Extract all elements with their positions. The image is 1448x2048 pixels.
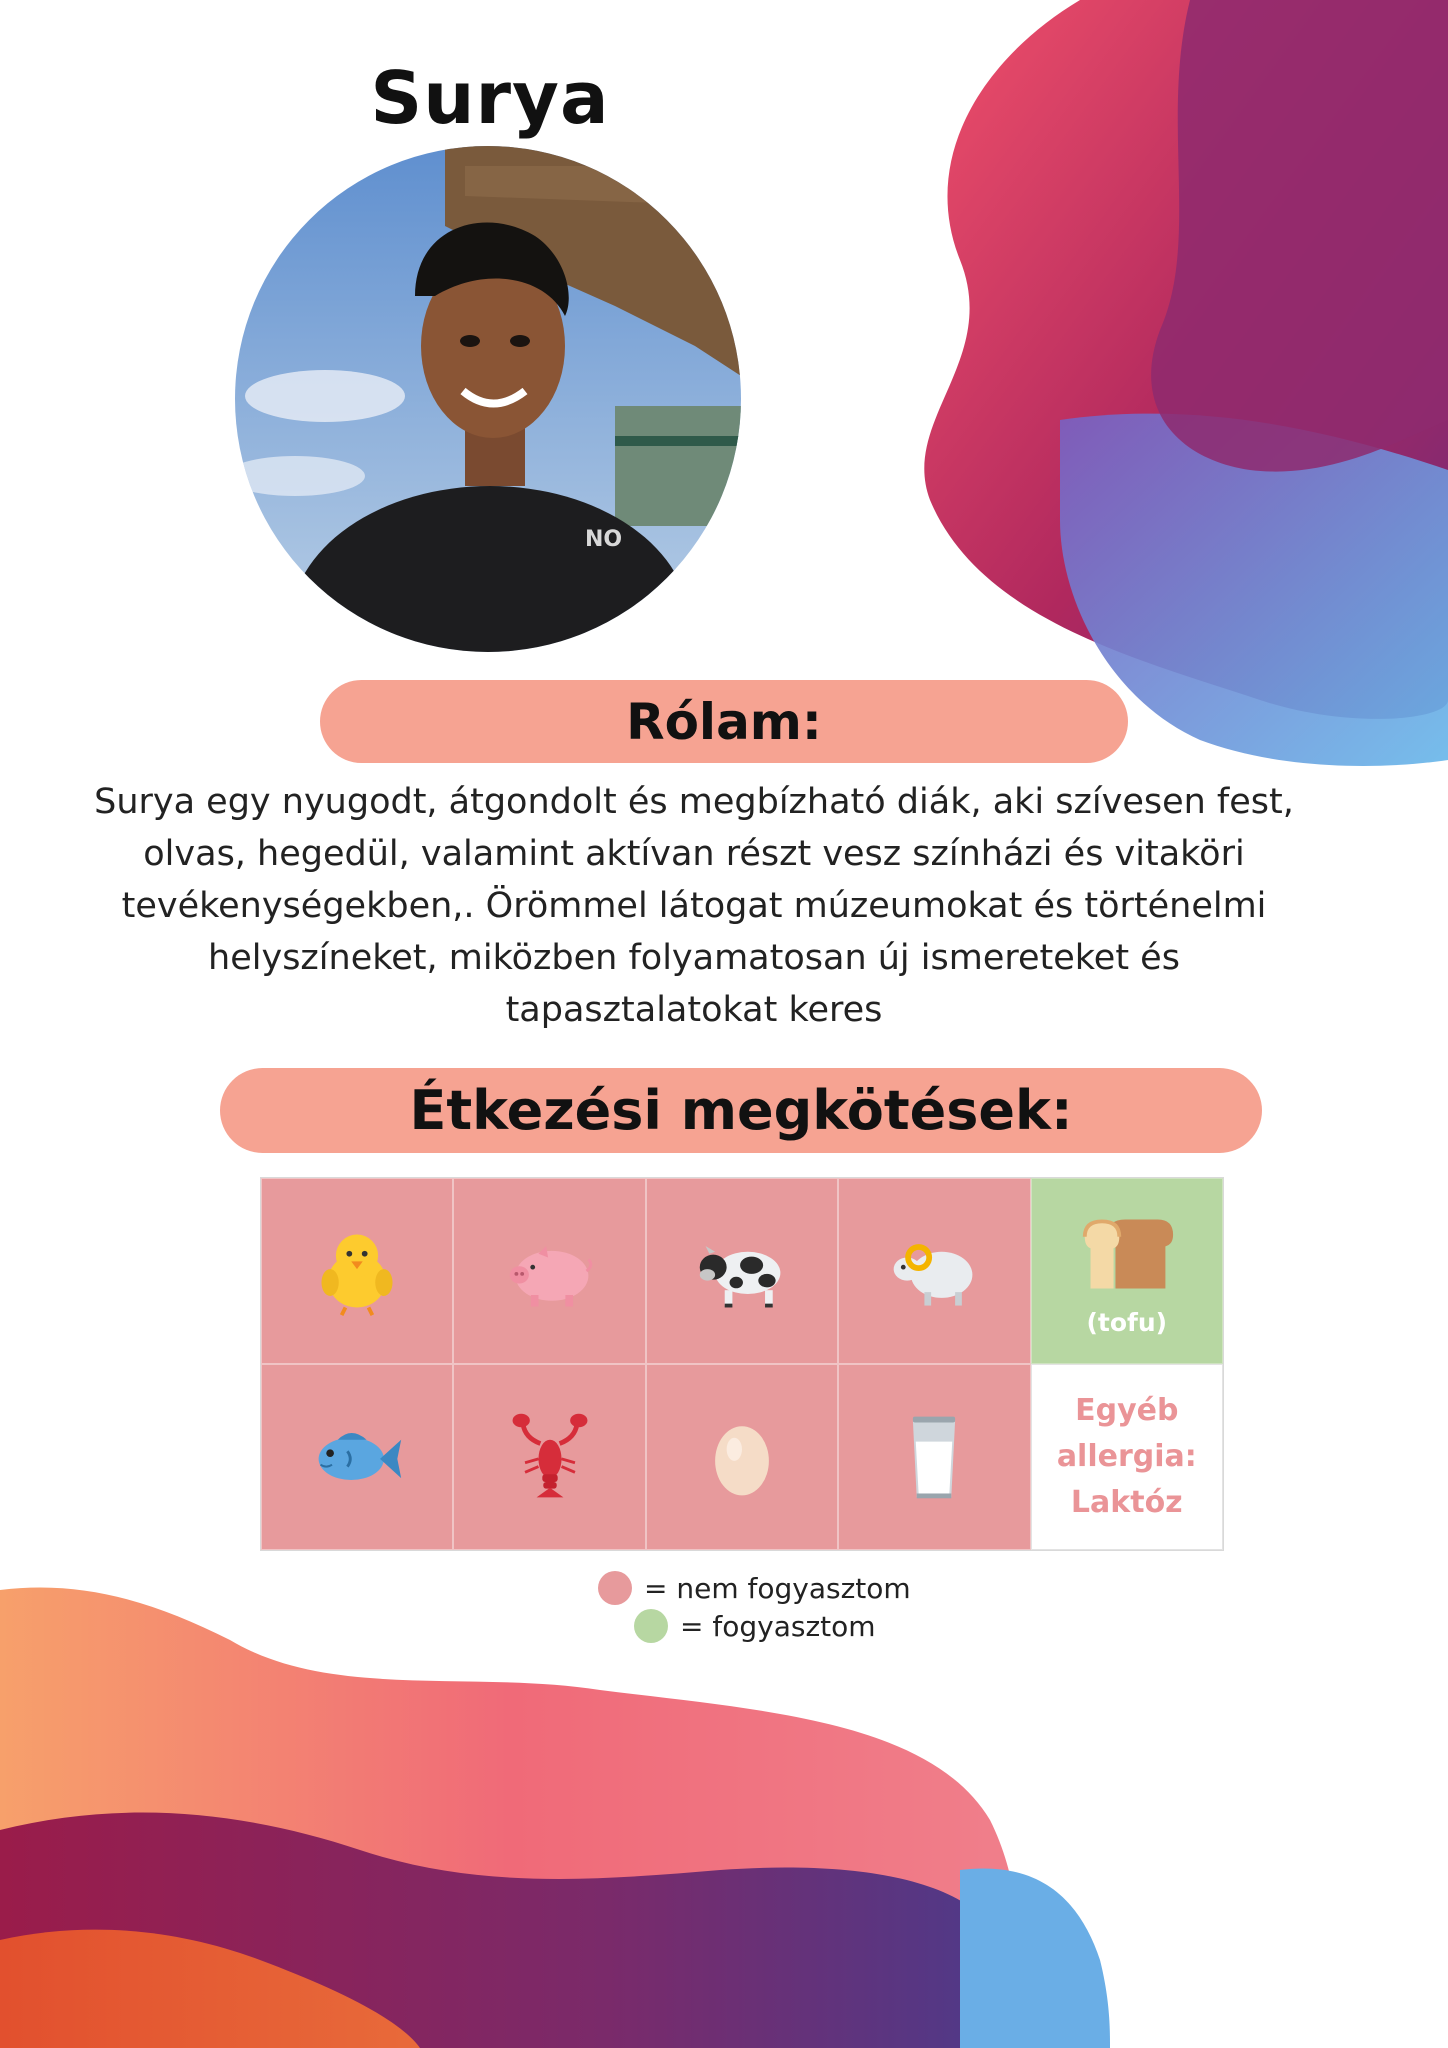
allergy-line-1: Egyéb	[1075, 1393, 1179, 1428]
bread-icon	[1079, 1206, 1175, 1302]
allergy-cell	[1031, 1364, 1223, 1550]
legend-yes	[634, 1609, 876, 1643]
diet-heading: Étkezési megkötések:	[220, 1068, 1262, 1153]
tofu-label: (tofu)	[1086, 1307, 1168, 1337]
milk-glass-icon	[886, 1409, 982, 1505]
cow-icon	[694, 1223, 790, 1319]
diet-cell-tofu	[1031, 1178, 1223, 1364]
fish-icon	[309, 1409, 405, 1505]
diet-cell-fish	[261, 1364, 453, 1550]
legend-yes-label: = fogyasztom	[680, 1609, 876, 1643]
about-text: Surya egy nyugodt, átgondolt és megbízható diák, aki szívesen fest, olvas, hegedül, valamint aktívan részt vesz színházi és vitaköri tevékenységekben,. Örömmel látogat múzeumokat és történelmi helyszíneket, miközben folyamatosan új ismereteket és tapasztalatokat keres	[94, 782, 1294, 1030]
chick-icon	[309, 1223, 405, 1319]
allergy-line-3: Laktóz	[1070, 1485, 1183, 1520]
diet-cell-pork	[453, 1178, 645, 1364]
allergy-line-2: allergia:	[1056, 1439, 1197, 1474]
allergy-note	[1057, 1388, 1197, 1526]
legend-yes-dot	[634, 1609, 668, 1643]
diet-cell-egg	[646, 1364, 838, 1550]
diet-grid	[260, 1177, 1224, 1551]
student-name: Surya	[370, 56, 610, 140]
svg-text:NO: NO	[585, 527, 623, 552]
diet-cell-chicken	[261, 1178, 453, 1364]
legend-no-dot	[598, 1571, 632, 1605]
profile-photo	[235, 146, 741, 652]
legend-no-label: = nem fogyasztom	[644, 1571, 911, 1605]
pig-icon	[502, 1223, 598, 1319]
diet-cell-seafood	[453, 1364, 645, 1550]
ram-icon	[886, 1223, 982, 1319]
egg-icon	[694, 1409, 790, 1505]
lobster-icon	[502, 1409, 598, 1505]
diet-cell-beef	[646, 1178, 838, 1364]
legend-no	[598, 1571, 911, 1605]
diet-cell-dairy	[838, 1364, 1030, 1550]
about-heading: Rólam:	[320, 680, 1128, 763]
diet-cell-lamb	[838, 1178, 1030, 1364]
